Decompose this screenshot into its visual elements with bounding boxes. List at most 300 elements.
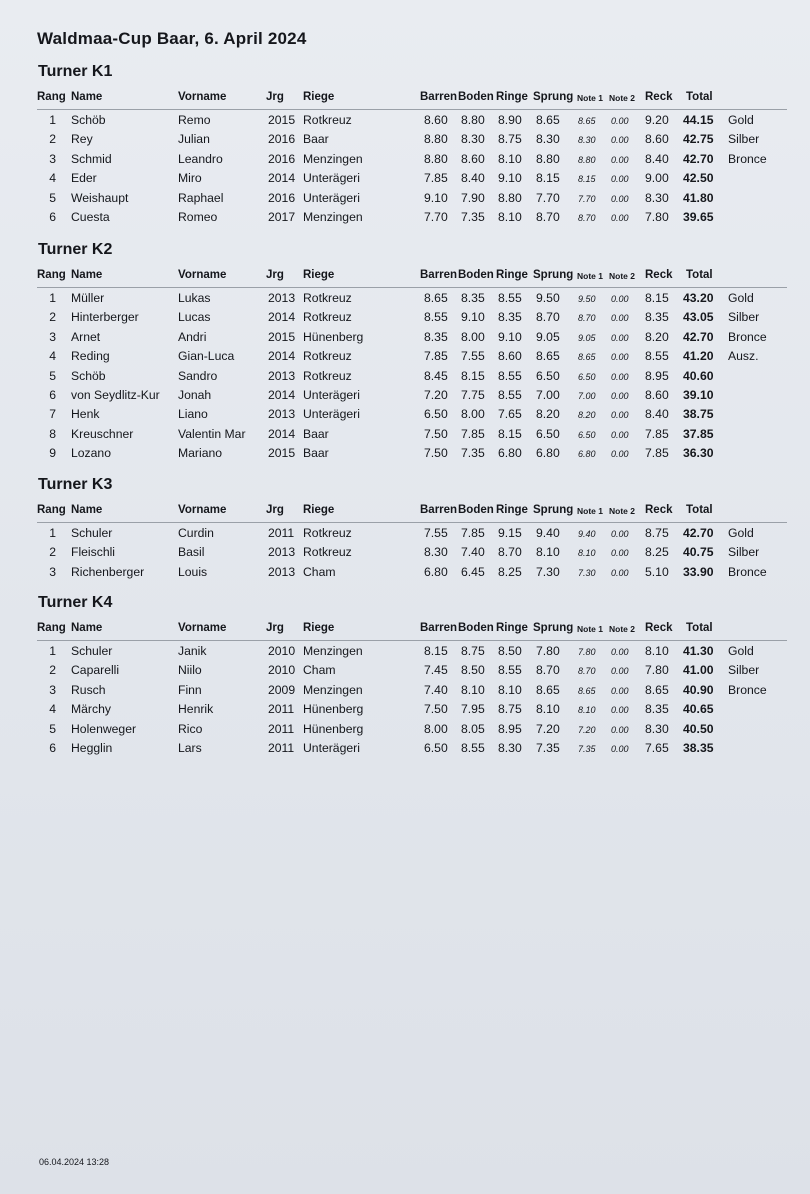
barren-score: 7.55: [424, 526, 448, 540]
table-row: [0, 644, 810, 663]
team: Hünenberg: [303, 721, 364, 736]
ringe-score: 8.15: [498, 426, 522, 441]
sprung-score: 6.80: [536, 446, 560, 461]
last-name: Caparelli: [71, 663, 120, 678]
award: Gold: [728, 526, 754, 540]
ringe-score: 8.95: [498, 721, 522, 736]
first-name: Lukas: [178, 291, 211, 305]
header-divider: [37, 287, 787, 288]
reck-score: 7.65: [645, 741, 669, 755]
total-score: 38.75: [683, 407, 714, 422]
note2-score: 0.00: [611, 647, 629, 657]
reck-score: 5.10: [645, 564, 669, 579]
sprung-score: 8.70: [536, 310, 560, 325]
team: Baar: [303, 132, 329, 147]
barren-score: 7.20: [424, 388, 448, 402]
column-header-boden: Boden: [458, 91, 494, 103]
birth-year: 2016: [268, 151, 296, 166]
boden-score: 8.30: [461, 132, 485, 147]
last-name: Hegglin: [71, 741, 113, 755]
column-header-boden: Boden: [458, 504, 494, 516]
rank: 6: [49, 388, 56, 402]
column-header-riege: Riege: [303, 622, 335, 634]
rank: 6: [49, 741, 56, 755]
total-score: 41.30: [683, 644, 714, 658]
column-header-vorname: Vorname: [178, 504, 227, 516]
column-header-boden: Boden: [458, 622, 494, 634]
team: Rotkreuz: [303, 310, 352, 325]
rank: 5: [49, 721, 56, 736]
team: Unterägeri: [303, 171, 360, 186]
birth-year: 2014: [268, 310, 296, 325]
sprung-score: 8.20: [536, 407, 560, 422]
column-header-jrg: Jrg: [266, 622, 284, 634]
rank: 1: [49, 113, 56, 127]
note1-score: 8.65: [578, 352, 596, 363]
ringe-score: 8.25: [498, 564, 522, 579]
column-header-rang: Rang: [37, 91, 66, 103]
last-name: Rusch: [71, 682, 106, 697]
header-divider: [37, 109, 787, 110]
total-score: 39.65: [683, 210, 714, 224]
note2-score: 0.00: [611, 371, 629, 382]
boden-score: 9.10: [461, 310, 485, 325]
table-row: [0, 369, 810, 388]
sprung-score: 8.80: [536, 151, 560, 166]
column-header-barren: Barren: [420, 269, 458, 281]
first-name: Niilo: [178, 663, 202, 678]
reck-score: 8.35: [645, 310, 669, 325]
reck-score: 8.55: [645, 349, 669, 364]
column-header-note2: Note 2: [609, 506, 635, 516]
column-header-total: Total: [686, 504, 713, 516]
column-header-note2: Note 2: [609, 271, 635, 281]
sprung-score: 7.30: [536, 564, 560, 579]
column-header-ringe: Ringe: [496, 269, 528, 281]
rank: 2: [49, 545, 56, 560]
last-name: Fleischli: [71, 545, 116, 560]
ringe-score: 8.90: [498, 113, 522, 127]
column-header-rang: Rang: [37, 269, 66, 281]
last-name: Schöb: [71, 113, 106, 127]
boden-score: 7.40: [461, 545, 485, 560]
last-name: von Seydlitz-Kur: [71, 388, 160, 402]
sprung-score: 7.70: [536, 190, 560, 205]
reck-score: 7.80: [645, 210, 669, 224]
note2-score: 0.00: [611, 429, 629, 440]
team: Hünenberg: [303, 329, 364, 344]
rank: 4: [49, 702, 56, 717]
reck-score: 8.75: [645, 526, 669, 540]
birth-year: 2010: [268, 663, 296, 678]
note1-score: 6.80: [578, 449, 596, 460]
column-header-jrg: Jrg: [266, 91, 284, 103]
barren-score: 8.60: [424, 113, 448, 127]
column-header-note1: Note 1: [577, 93, 603, 103]
note1-score: 7.80: [578, 647, 596, 657]
column-header-total: Total: [686, 91, 713, 103]
award: Bronce: [728, 329, 767, 344]
column-header-sprung: Sprung: [533, 622, 574, 634]
rank: 1: [49, 644, 56, 658]
boden-score: 7.35: [461, 446, 485, 461]
last-name: Schöb: [71, 368, 106, 383]
first-name: Jonah: [178, 388, 212, 402]
column-header-note2: Note 2: [609, 93, 635, 103]
first-name: Janik: [178, 644, 207, 658]
note2-score: 0.00: [611, 685, 629, 696]
note1-score: 8.10: [578, 705, 596, 716]
note2-score: 0.00: [611, 449, 629, 460]
birth-year: 2017: [268, 210, 296, 224]
rank: 7: [49, 407, 56, 422]
total-score: 41.80: [683, 190, 714, 205]
team: Cham: [303, 564, 336, 579]
last-name: Schuler: [71, 644, 113, 658]
first-name: Finn: [178, 682, 202, 697]
last-name: Märchy: [71, 702, 111, 717]
barren-score: 6.50: [424, 741, 448, 755]
last-name: Holenweger: [71, 721, 137, 736]
note2-score: 0.00: [611, 116, 629, 126]
note2-score: 0.00: [611, 174, 629, 185]
ringe-score: 6.80: [498, 446, 522, 461]
sprung-score: 9.05: [536, 329, 560, 344]
birth-year: 2014: [268, 349, 296, 364]
column-header-ringe: Ringe: [496, 91, 528, 103]
column-header-name: Name: [71, 504, 103, 516]
boden-score: 8.10: [461, 682, 485, 697]
award: Gold: [728, 644, 754, 658]
sprung-score: 8.65: [536, 349, 560, 364]
note1-score: 8.70: [578, 313, 596, 324]
ringe-score: 8.30: [498, 741, 522, 755]
reck-score: 8.10: [645, 644, 669, 658]
boden-score: 8.35: [461, 291, 485, 305]
team: Baar: [303, 426, 329, 441]
column-header-total: Total: [686, 622, 713, 634]
column-header-boden: Boden: [458, 269, 494, 281]
award: Ausz.: [728, 349, 759, 364]
first-name: Louis: [178, 564, 208, 579]
birth-year: 2011: [268, 702, 295, 717]
first-name: Rico: [178, 721, 203, 736]
last-name: Lozano: [71, 446, 111, 461]
note1-score: 8.30: [578, 135, 596, 146]
barren-score: 7.40: [424, 682, 448, 697]
reck-score: 9.20: [645, 113, 669, 127]
barren-score: 7.50: [424, 702, 448, 717]
ringe-score: 8.55: [498, 388, 522, 402]
column-header-sprung: Sprung: [533, 269, 574, 281]
column-header-note1: Note 1: [577, 271, 603, 281]
barren-score: 8.00: [424, 721, 448, 736]
column-header-note2: Note 2: [609, 624, 635, 634]
table-row: [0, 171, 810, 190]
barren-score: 8.30: [424, 545, 448, 560]
team: Rotkreuz: [303, 526, 352, 540]
last-name: Schmid: [71, 151, 112, 166]
birth-year: 2013: [268, 368, 296, 383]
award: Gold: [728, 113, 754, 127]
column-header-reck: Reck: [645, 504, 673, 516]
rank: 3: [49, 682, 56, 697]
barren-score: 6.50: [424, 407, 448, 422]
note1-score: 7.30: [578, 567, 596, 578]
rank: 4: [49, 171, 56, 186]
table-row: [0, 113, 810, 132]
note2-score: 0.00: [611, 567, 629, 578]
last-name: Kreuschner: [71, 426, 134, 441]
note1-score: 8.15: [578, 174, 596, 185]
boden-score: 8.75: [461, 644, 485, 658]
ringe-score: 8.10: [498, 151, 522, 166]
first-name: Curdin: [178, 526, 214, 540]
award: Bronce: [728, 151, 767, 166]
birth-year: 2011: [268, 526, 295, 540]
note1-score: 7.70: [578, 193, 596, 204]
boden-score: 7.85: [461, 526, 485, 540]
boden-score: 8.15: [461, 368, 485, 383]
team: Unterägeri: [303, 407, 360, 422]
boden-score: 8.05: [461, 721, 485, 736]
birth-year: 2016: [268, 190, 296, 205]
boden-score: 7.95: [461, 702, 485, 717]
reck-score: 9.00: [645, 171, 669, 186]
first-name: Sandro: [178, 368, 218, 383]
table-row: [0, 545, 810, 564]
last-name: Cuesta: [71, 210, 110, 224]
print-timestamp: 06.04.2024 13:28: [39, 1157, 110, 1167]
first-name: Remo: [178, 113, 211, 127]
boden-score: 7.85: [461, 426, 485, 441]
column-header-reck: Reck: [645, 622, 673, 634]
birth-year: 2014: [268, 426, 296, 441]
total-score: 42.75: [683, 132, 714, 147]
total-score: 40.65: [683, 702, 714, 717]
ringe-score: 8.75: [498, 132, 522, 147]
reck-score: 8.95: [645, 368, 669, 383]
table-row: [0, 526, 810, 545]
boden-score: 8.00: [461, 329, 485, 344]
column-header-riege: Riege: [303, 269, 335, 281]
first-name: Raphael: [178, 190, 224, 205]
boden-score: 7.75: [461, 388, 485, 402]
note2-score: 0.00: [611, 352, 629, 363]
team: Hünenberg: [303, 702, 364, 717]
last-name: Richenberger: [71, 564, 145, 579]
sprung-score: 6.50: [536, 368, 560, 383]
first-name: Lars: [178, 741, 202, 755]
barren-score: 6.80: [424, 564, 448, 579]
reck-score: 7.85: [645, 426, 669, 441]
column-header-ringe: Ringe: [496, 504, 528, 516]
first-name: Lucas: [178, 310, 211, 325]
birth-year: 2013: [268, 564, 296, 579]
barren-score: 8.80: [424, 132, 448, 147]
boden-score: 8.80: [461, 113, 485, 127]
note1-score: 7.00: [578, 391, 596, 401]
column-header-sprung: Sprung: [533, 504, 574, 516]
boden-score: 8.50: [461, 663, 485, 678]
section-title: Turner K4: [38, 594, 113, 611]
note2-score: 0.00: [611, 744, 629, 754]
barren-score: 7.45: [424, 663, 448, 678]
column-header-reck: Reck: [645, 91, 673, 103]
total-score: 42.70: [683, 151, 714, 166]
total-score: 42.70: [683, 526, 714, 540]
table-row: [0, 663, 810, 682]
reck-score: 7.85: [645, 446, 669, 461]
team: Menzingen: [303, 151, 363, 166]
total-score: 33.90: [683, 564, 714, 579]
boden-score: 8.60: [461, 151, 485, 166]
reck-score: 8.15: [645, 291, 669, 305]
last-name: Weishaupt: [71, 190, 129, 205]
boden-score: 8.40: [461, 171, 485, 186]
table-row: [0, 722, 810, 741]
section-title: Turner K1: [38, 63, 113, 80]
birth-year: 2014: [268, 171, 296, 186]
column-header-riege: Riege: [303, 504, 335, 516]
sprung-score: 9.50: [536, 291, 560, 305]
sprung-score: 8.65: [536, 682, 560, 697]
column-header-jrg: Jrg: [266, 269, 284, 281]
note2-score: 0.00: [611, 666, 629, 677]
ringe-score: 8.75: [498, 702, 522, 717]
total-score: 40.75: [683, 545, 714, 560]
total-score: 42.70: [683, 329, 714, 344]
table-row: [0, 683, 810, 702]
team: Rotkreuz: [303, 368, 352, 383]
barren-score: 7.70: [424, 210, 448, 224]
birth-year: 2011: [268, 721, 295, 736]
rank: 3: [49, 151, 56, 166]
ringe-score: 9.10: [498, 329, 522, 344]
column-header-vorname: Vorname: [178, 622, 227, 634]
barren-score: 8.80: [424, 151, 448, 166]
team: Rotkreuz: [303, 291, 352, 305]
column-header-riege: Riege: [303, 91, 335, 103]
first-name: Henrik: [178, 702, 214, 717]
table-row: [0, 565, 810, 584]
column-header-note1: Note 1: [577, 506, 603, 516]
column-header-barren: Barren: [420, 504, 458, 516]
reck-score: 8.30: [645, 721, 669, 736]
boden-score: 7.35: [461, 210, 485, 224]
rank: 3: [49, 329, 56, 344]
sprung-score: 7.20: [536, 721, 560, 736]
ringe-score: 9.15: [498, 526, 522, 540]
table-row: [0, 152, 810, 171]
ringe-score: 8.35: [498, 310, 522, 325]
first-name: Julian: [178, 132, 210, 147]
column-header-name: Name: [71, 622, 103, 634]
note1-score: 8.65: [578, 685, 596, 696]
rank: 6: [49, 210, 56, 224]
total-score: 40.60: [683, 368, 714, 383]
ringe-score: 8.55: [498, 368, 522, 383]
table-row: [0, 191, 810, 210]
team: Menzingen: [303, 644, 363, 658]
rank: 5: [49, 368, 56, 383]
birth-year: 2010: [268, 644, 296, 658]
table-row: [0, 291, 810, 310]
birth-year: 2015: [268, 113, 296, 127]
barren-score: 8.15: [424, 644, 448, 658]
team: Menzingen: [303, 210, 363, 224]
last-name: Müller: [71, 291, 105, 305]
last-name: Henk: [71, 407, 100, 422]
boden-score: 7.55: [461, 349, 485, 364]
team: Unterägeri: [303, 388, 360, 402]
first-name: Leandro: [178, 151, 223, 166]
ringe-score: 8.70: [498, 545, 522, 560]
column-header-ringe: Ringe: [496, 622, 528, 634]
reck-score: 8.30: [645, 190, 669, 205]
column-header-barren: Barren: [420, 622, 458, 634]
column-header-sprung: Sprung: [533, 91, 574, 103]
section-title: Turner K2: [38, 241, 113, 258]
last-name: Arnet: [71, 329, 101, 344]
ringe-score: 8.55: [498, 291, 522, 305]
reck-score: 8.40: [645, 151, 669, 166]
total-score: 36.30: [683, 446, 714, 461]
first-name: Miro: [178, 171, 202, 186]
note2-score: 0.00: [611, 332, 629, 343]
column-header-jrg: Jrg: [266, 504, 284, 516]
birth-year: 2013: [268, 291, 296, 305]
column-header-note1: Note 1: [577, 624, 603, 634]
rank: 4: [49, 349, 56, 364]
first-name: Basil: [178, 545, 205, 560]
total-score: 38.35: [683, 741, 714, 755]
total-score: 40.50: [683, 721, 714, 736]
column-header-name: Name: [71, 269, 103, 281]
table-row: [0, 330, 810, 349]
barren-score: 8.65: [424, 291, 448, 305]
note1-score: 9.40: [578, 529, 596, 539]
rank: 2: [49, 663, 56, 678]
award: Silber: [728, 132, 760, 147]
ringe-score: 7.65: [498, 407, 522, 422]
column-header-rang: Rang: [37, 622, 66, 634]
sprung-score: 8.10: [536, 545, 560, 560]
note2-score: 0.00: [611, 548, 629, 559]
birth-year: 2015: [268, 446, 296, 461]
barren-score: 7.85: [424, 171, 448, 186]
boden-score: 6.45: [461, 564, 485, 579]
last-name: Hinterberger: [71, 310, 139, 325]
barren-score: 7.50: [424, 446, 448, 461]
ringe-score: 8.80: [498, 190, 522, 205]
reck-score: 8.25: [645, 545, 669, 560]
total-score: 43.05: [683, 310, 714, 325]
team: Menzingen: [303, 682, 363, 697]
reck-score: 8.65: [645, 682, 669, 697]
reck-score: 8.20: [645, 329, 669, 344]
table-row: [0, 132, 810, 151]
note1-score: 6.50: [578, 371, 596, 382]
award: Bronce: [728, 564, 767, 579]
team: Unterägeri: [303, 190, 360, 205]
table-header: [0, 504, 810, 520]
table-header: [0, 622, 810, 638]
note1-score: 9.05: [578, 332, 596, 343]
birth-year: 2015: [268, 329, 296, 344]
rank: 1: [49, 526, 56, 540]
rank: 2: [49, 132, 56, 147]
